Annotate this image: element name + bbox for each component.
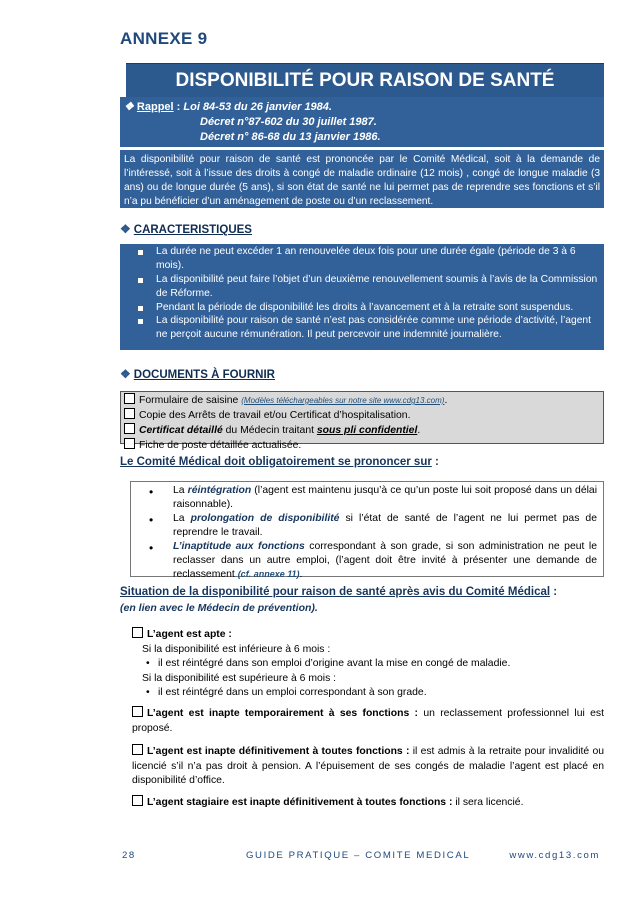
case-text: un reclassement professionnel lui est proposé.	[132, 708, 604, 734]
rappel-line-1: ❖ Rappel : Loi 84-53 du 26 janvier 1984.	[124, 101, 332, 113]
doc-item	[124, 438, 600, 453]
text: si l’état de santé de l’agent ne lui permet pas de reprendre le travail.	[173, 513, 597, 539]
checkbox-icon	[124, 438, 135, 449]
page-number: 28	[122, 850, 136, 861]
text: La	[173, 513, 185, 525]
case-text: il est admis à la retraite pour invalidité ou licencié s’il n’a pas droit à pension. A l’épuisement de ses congés de maladie l’agent est placé en disponibilité d’office.	[132, 746, 604, 787]
rappel-label: Rappel	[136, 101, 174, 113]
doc-item	[124, 423, 600, 438]
rappel-text-1: Loi 84-53 du 26 janvier 1984.	[183, 101, 332, 113]
section-title: CARACTERISTIQUES	[133, 224, 252, 236]
comite-box	[130, 481, 604, 581]
doc-punct: .	[417, 425, 421, 437]
annex-number: ANNEXE 9	[120, 29, 208, 48]
diamond-icon: ❖	[120, 222, 131, 236]
section-documents	[120, 366, 275, 384]
rappel-text-3: Décret n° 86-68 du 13 janvier 1986.	[200, 131, 381, 144]
doc-emph: sous pli confidentiel	[316, 425, 418, 437]
checkbox-icon	[132, 706, 143, 717]
text: correspondant à son grade, si son administration ne peut le reclasser dans un autre emploi, (l’agent doit être invité à présenter une demande de reclassement	[173, 541, 597, 581]
case-stagiaire	[132, 795, 604, 811]
rappel-text-2: Décret n°87-602 du 30 juillet 1987.	[200, 116, 377, 129]
doc-item	[124, 408, 600, 423]
caracteristiques-box	[120, 244, 604, 350]
footer	[122, 849, 600, 862]
diamond-icon: ❖	[120, 367, 131, 381]
case-title: L’agent est inapte définitivement à toutes fonctions :	[147, 746, 410, 757]
doc-punct: .	[444, 395, 448, 406]
checkbox-icon	[132, 795, 143, 806]
case-title: L’agent est inapte temporairement à ses fonctions :	[147, 708, 419, 719]
checkbox-icon	[132, 627, 143, 638]
doc-text: Copie des Arrêts de travail et/ou Certificat d’hospitalisation.	[139, 410, 411, 422]
case-apte	[132, 627, 604, 701]
checkbox-icon	[124, 393, 135, 404]
comite-title-text: Le Comité Médical doit obligatoirement se prononcer sur	[120, 456, 432, 468]
footer-guide-title: GUIDE PRATIQUE – COMITE MEDICAL	[246, 850, 471, 861]
footer-website[interactable]: www.cdg13.com	[509, 850, 600, 861]
emph: prolongation de disponibilité	[190, 513, 340, 525]
doc-emph: Certificat détaillé	[139, 425, 223, 437]
list-item	[173, 540, 597, 582]
doc-text: du Médecin traitant	[225, 425, 314, 437]
checkbox-icon	[124, 408, 135, 419]
case-bullet: • il est réintégré dans son emploi d’origine avant la mise en congé de maladie.	[142, 657, 604, 672]
situation-colon: :	[550, 586, 558, 598]
documents-box	[120, 391, 604, 452]
list-item: La disponibilité pour raison de santé n’est pas considérée comme une période d’activité, l’agent ne perçoit aucune rémunération. Il peut percevoir une indemnité journalière.	[148, 314, 598, 342]
situation-subtitle: (en lien avec le Médecin de prévention).	[120, 601, 318, 614]
text: .	[299, 569, 303, 581]
checkbox-icon	[124, 423, 135, 434]
definition-text: La disponibilité pour raison de santé est prononcée par le Comité Médical, soit à la demande de l’intéressé, soit à l’issue des droits à congé de maladie ordinaire (12 mois) , congé de longue maladie (3 ans) ou de longue durée (5 ans), si son état de santé ne lui permet pas de reprendre ses fonctions et s’il n’a pu bénéficier d’un aménagement de poste ou d’un reclassement.	[120, 150, 604, 208]
text: (l’agent est maintenu jusqu’à ce qu’un poste lui soit proposé dans un délai raisonnable).	[173, 485, 598, 511]
diamond-icon: ❖	[124, 101, 137, 113]
comite-colon: :	[431, 456, 439, 468]
text: La	[173, 485, 185, 496]
case-bullet: • il est réintégré dans un emploi correspondant à son grade.	[142, 686, 604, 701]
page-title: DISPONIBILITÉ POUR RAISON DE SANTÉ	[126, 63, 604, 98]
list-item: Pendant la période de disponibilité les droits à l’avancement et à la retraite sont suspendus.	[148, 301, 598, 315]
section-caracteristiques	[120, 221, 252, 239]
checkbox-icon	[132, 744, 143, 755]
case-text: il sera licencié.	[455, 797, 524, 808]
case-inapte-definitif	[132, 744, 604, 789]
doc-text: Formulaire de saisine	[139, 395, 239, 406]
case-title: L’agent est apte :	[147, 629, 232, 640]
list-item: La disponibilité peut faire l’objet d’un deuxième renouvellement soumis à l’avis de la Commission de Réforme.	[148, 273, 598, 301]
doc-text: Fiche de poste détaillée actualisée.	[139, 440, 302, 452]
emph: réintégration	[187, 485, 252, 496]
doc-item	[124, 393, 600, 408]
download-link[interactable]: (Modèles téléchargeables sur notre site www.cdg13.com)	[241, 396, 445, 405]
section-title: DOCUMENTS À FOURNIR	[133, 369, 275, 381]
annex-reference: (cf. annexe 11)	[237, 569, 300, 580]
situation-title: Situation de la disponibilité pour raison de santé après avis du Comité Médical	[120, 586, 551, 598]
case-inapte-temporaire	[132, 706, 604, 736]
case-text: Si la disponibilité est supérieure à 6 mois :	[142, 672, 337, 684]
list-item: La durée ne peut excéder 1 an renouvelée deux fois pour une durée égale (période de 3 à 6 mois).	[148, 245, 598, 273]
comite-heading	[120, 455, 439, 471]
case-text: Si la disponibilité est inférieure à 6 mois :	[142, 643, 331, 655]
list-item	[173, 484, 597, 512]
emph: L’inaptitude aux fonctions	[173, 541, 305, 553]
case-title: L’agent stagiaire est inapte définitivement à toutes fonctions :	[147, 797, 453, 808]
situation-heading	[120, 585, 604, 617]
list-item	[173, 512, 597, 540]
rappel-box	[120, 97, 604, 147]
